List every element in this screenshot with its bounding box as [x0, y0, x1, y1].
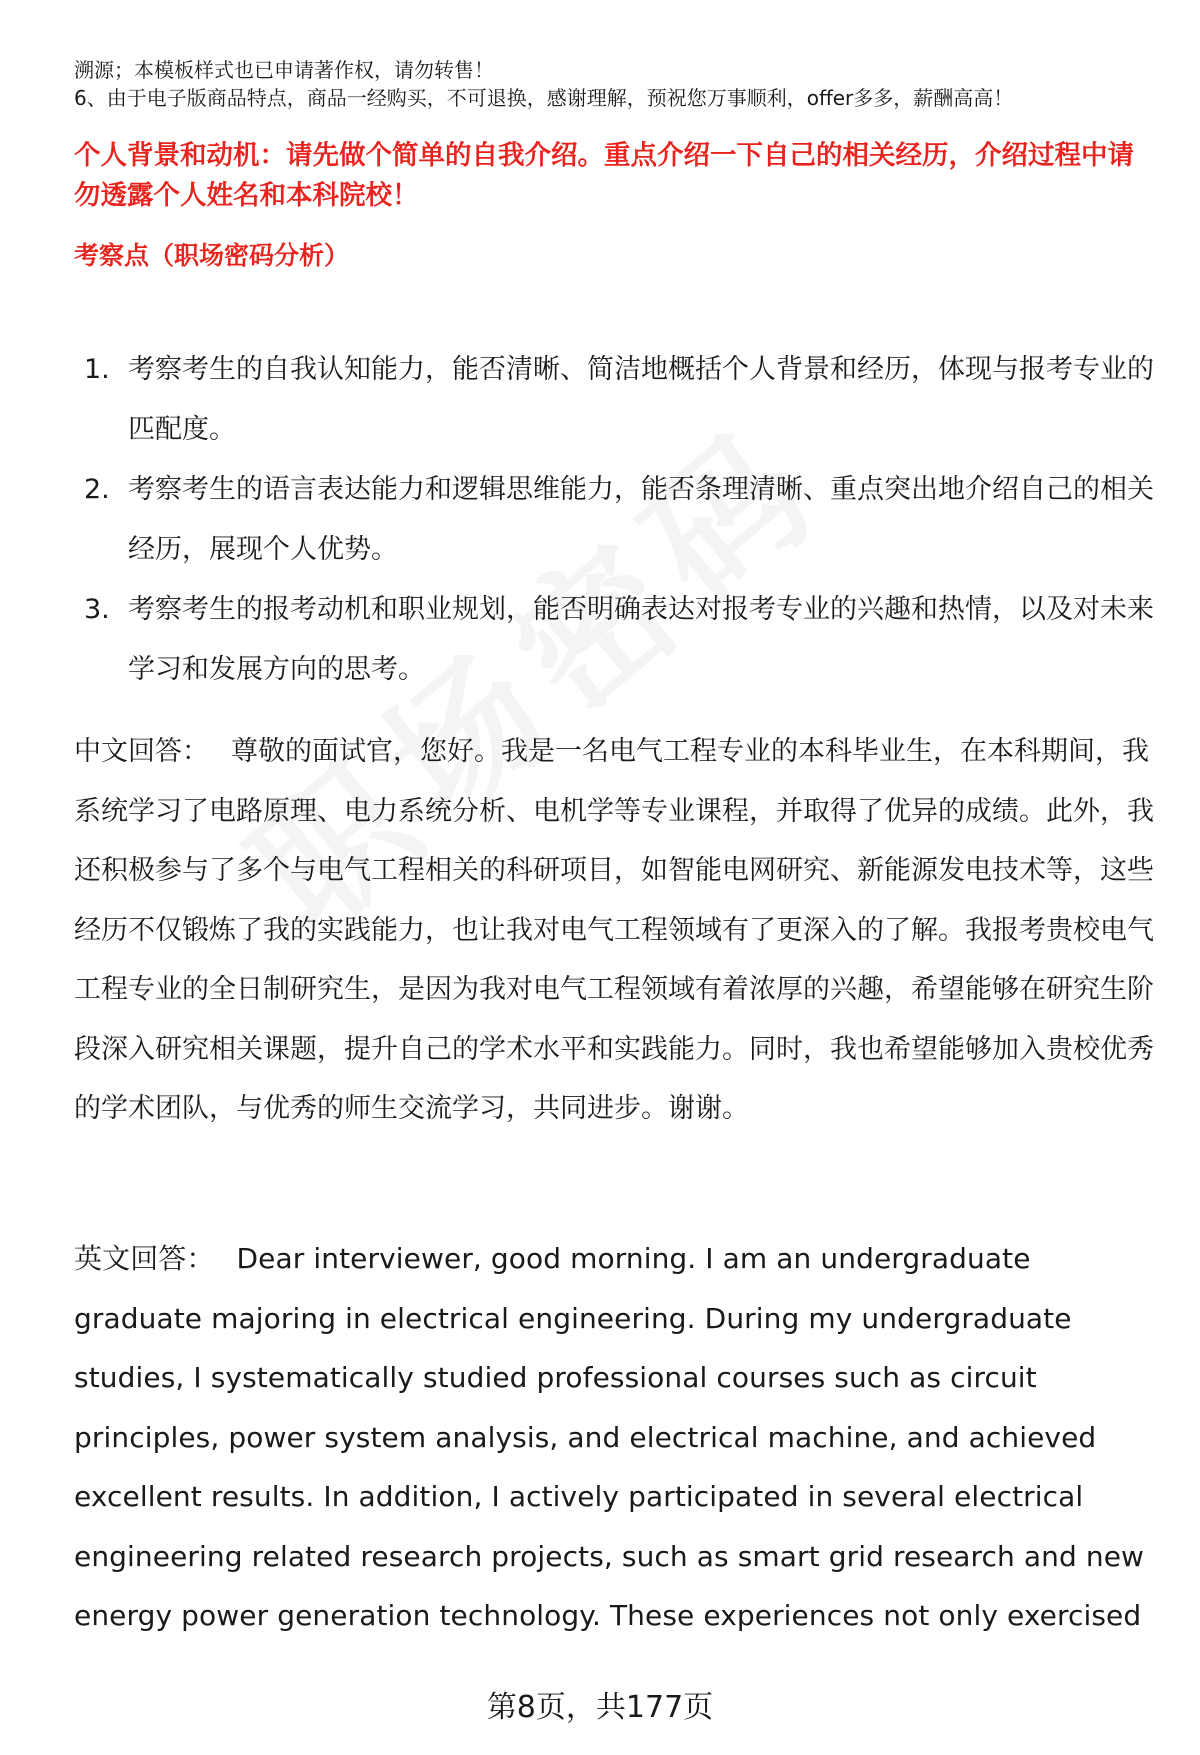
list-item: [74, 460, 1154, 580]
list-item-text: 考察考生的语言表达能力和逻辑思维能力，能否条理清晰、重点突出地介绍自己的相关经历，展现个人优势。: [128, 474, 1154, 565]
list-item-text: 考察考生的自我认知能力，能否清晰、简洁地概括个人背景和经历，体现与报考专业的匹配度。: [128, 354, 1154, 445]
list-item: [74, 340, 1154, 460]
english-answer-text: Dear interviewer, good morning. I am an undergraduate graduate majoring in electrical engineering. During my undergraduate studies, I systematically studied professional courses such as circuit principles, power system analysis, and electrical machine, and achieved excellent results. In addition, I actively participated in several electrical engineering related research projects, such as smart grid research and new energy power generation technology. These experiences not only exercised: [74, 1242, 1145, 1632]
list-item-number: 2.: [84, 474, 110, 505]
chinese-answer: [74, 722, 1164, 1139]
section-title: 考察点（职场密码分析）: [74, 241, 350, 270]
list-item-number: 1.: [84, 354, 110, 385]
question-heading: 个人背景和动机：请先做个简单的自我介绍。重点介绍一下自己的相关经历，介绍过程中请勿透露个人姓名和本科院校！: [74, 140, 1134, 211]
note-line-1: 溯源；本模板样式也已申请著作权，请勿转售！: [74, 58, 494, 82]
chinese-answer-text: 尊敬的面试官，您好。我是一名电气工程专业的本科毕业生，在本科期间，我系统学习了电路原理、电力系统分析、电机学等专业课程，并取得了优异的成绩。此外，我还积极参与了多个与电气工程相关的科研项目，如智能电网研究、新能源发电技术等，这些经历不仅锻炼了我的实践能力，也让我对电气工程领域有了更深入的了解。我报考贵校电气工程专业的全日制研究生，是因为我对电气工程领域有着浓厚的兴趣，希望能够在研究生阶段深入研究相关课题，提升自己的学术水平和实践能力。同时，我也希望能够加入贵校优秀的学术团队，与优秀的师生交流学习，共同进步。谢谢。: [74, 736, 1154, 1124]
list-item-number: 3.: [84, 594, 110, 625]
page-number-footer: 第8页，共177页: [486, 1690, 714, 1725]
assessment-points-list: [74, 340, 1154, 700]
list-item-text: 考察考生的报考动机和职业规划，能否明确表达对报考专业的兴趣和热情，以及对未来学习和发展方向的思考。: [128, 594, 1154, 685]
note-line-2: 6、由于电子版商品特点，商品一经购买，不可退换，感谢理解，预祝您万事顺利，offer多多，薪酬高高！: [74, 86, 1014, 110]
list-item: [74, 580, 1154, 700]
chinese-answer-label: 中文回答：: [74, 736, 209, 767]
english-answer-label: 英文回答：: [74, 1242, 215, 1275]
english-answer: [74, 1229, 1164, 1646]
